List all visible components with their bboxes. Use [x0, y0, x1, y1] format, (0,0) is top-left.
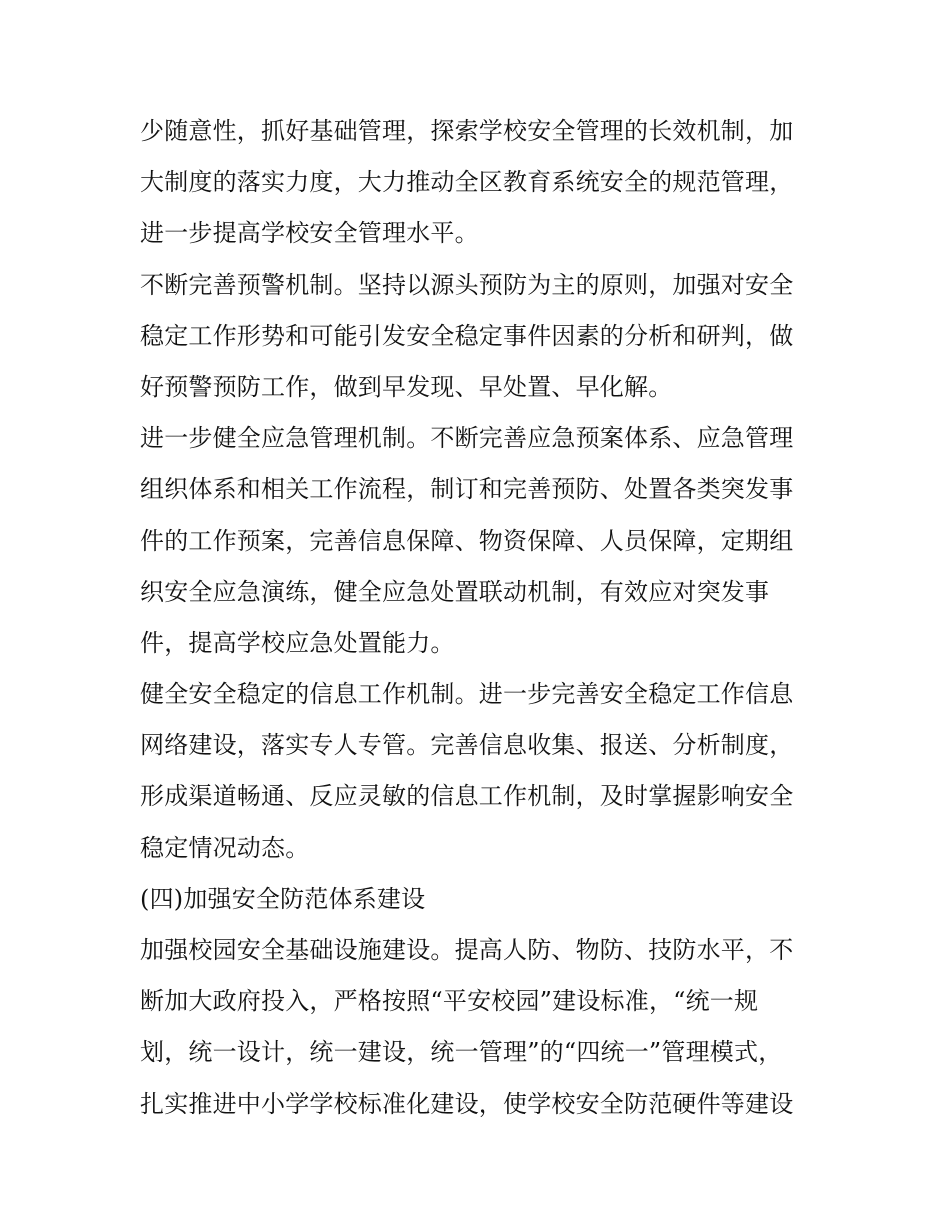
text-line: 进一步健全应急管理机制。不断完善应急预案体系、应急管理	[140, 424, 794, 453]
text-line: 健全安全稳定的信息工作机制。进一步完善安全稳定工作信息	[140, 680, 794, 709]
text-line: 件，提高学校应急处置能力。	[140, 628, 455, 657]
text-line: 稳定情况动态。	[140, 833, 310, 862]
text-line: 好预警预防工作，做到早发现、早处置、早化解。	[140, 372, 673, 401]
text-line: 划，统一设计，统一建设，统一管理”的“四统一”管理模式，	[140, 1038, 783, 1067]
text-line: 加强校园安全基础设施建设。提高人防、物防、技防水平，不	[140, 936, 794, 964]
section-heading: (四)加强安全防范体系建设	[140, 884, 426, 913]
text-line: 少随意性，抓好基础管理，探索学校安全管理的长效机制，加	[140, 117, 794, 145]
text-line: 组织体系和相关工作流程，制订和完善预防、处置各类突发事	[140, 475, 794, 504]
body-text	[140, 106, 820, 1130]
text-line: 稳定工作形势和可能引发安全稳定事件因素的分析和研判，做	[140, 321, 794, 350]
text-line: 断加大政府投入，严格按照“平安校园”建设标准，“统一规	[140, 987, 759, 1016]
text-line: 织安全应急演练，健全应急处置联动机制，有效应对突发事	[140, 577, 770, 606]
text-line: 大制度的落实力度，大力推动全区教育系统安全的规范管理，	[140, 168, 794, 197]
text-line: 网络建设，落实专人专管。完善信息收集、报送、分析制度，	[140, 731, 794, 760]
text-line: 形成渠道畅通、反应灵敏的信息工作机制，及时掌握影响安全	[140, 782, 794, 811]
text-line: 扎实推进中小学学校标准化建设，使学校安全防范硬件等建设	[140, 1089, 794, 1118]
text-line: 进一步提高学校安全管理水平。	[140, 219, 479, 248]
text-line: 不断完善预警机制。坚持以源头预防为主的原则，加强对安全	[140, 270, 794, 299]
text-line: 件的工作预案，完善信息保障、物资保障、人员保障，定期组	[140, 526, 794, 555]
